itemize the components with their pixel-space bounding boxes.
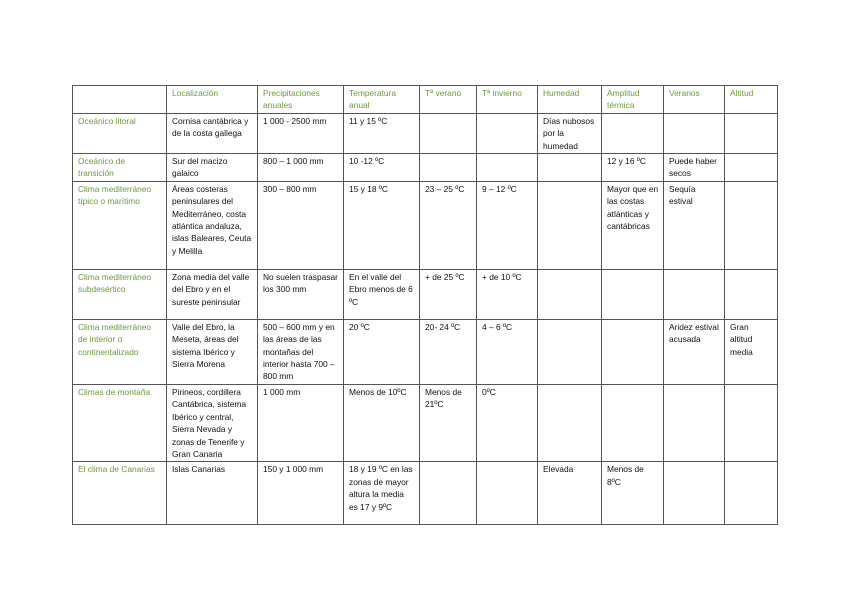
table-row xyxy=(73,269,778,319)
table-cell: 0ºC xyxy=(477,384,538,461)
table-cell xyxy=(602,113,664,153)
table-row xyxy=(73,319,778,384)
table-cell: + de 25 ºC xyxy=(420,269,477,319)
table-cell xyxy=(602,269,664,319)
table-cell xyxy=(725,462,778,525)
table-cell xyxy=(725,154,778,182)
table-cell: 1 000 mm xyxy=(258,384,344,461)
table-cell: 300 – 800 mm xyxy=(258,181,344,269)
table-cell xyxy=(477,462,538,525)
header-cell-temperatura: Temperatura anual xyxy=(344,86,420,114)
table-cell: Islas Canarias xyxy=(167,462,258,525)
table-cell xyxy=(538,154,602,182)
table-cell xyxy=(725,269,778,319)
table-row xyxy=(73,181,778,269)
header-cell-localizacion: Localización xyxy=(167,86,258,114)
table-cell xyxy=(538,384,602,461)
table-cell: Días nubosos por la humedad xyxy=(538,113,602,153)
table-cell: Sur del macizo galaico xyxy=(167,154,258,182)
header-cell-corner xyxy=(73,86,167,114)
table-cell: Sequía estival xyxy=(664,181,725,269)
table-row xyxy=(73,384,778,461)
row-label: Clima mediterráneo subdesértico xyxy=(73,269,167,319)
row-label: Oceánico litoral xyxy=(73,113,167,153)
table-cell: Valle del Ebro, la Meseta, áreas del sistema Ibérico y Sierra Morena xyxy=(167,319,258,384)
climate-table xyxy=(72,85,778,525)
table-cell: 150 y 1 000 mm xyxy=(258,462,344,525)
table-cell: Mayor que en las costas atlánticas y cantábricas xyxy=(602,181,664,269)
table-cell: Gran altitud media xyxy=(725,319,778,384)
table-cell: Cornisa cantábrica y de la costa gallega xyxy=(167,113,258,153)
table-cell xyxy=(477,113,538,153)
row-label: Climas de montaña xyxy=(73,384,167,461)
table-header-row xyxy=(73,86,778,114)
header-cell-humedad: Humedad xyxy=(538,86,602,114)
table-cell xyxy=(664,384,725,461)
table-cell: En el valle del Ebro menos de 6 ºC xyxy=(344,269,420,319)
header-cell-precipitaciones: Precipitaciones anuales xyxy=(258,86,344,114)
table-cell xyxy=(602,319,664,384)
table-cell xyxy=(725,384,778,461)
table-cell: 15 y 18 ºC xyxy=(344,181,420,269)
table-row xyxy=(73,154,778,182)
table-cell xyxy=(664,462,725,525)
table-cell: 4 – 6 ºC xyxy=(477,319,538,384)
table-cell xyxy=(602,384,664,461)
row-label: Oceánico de transición xyxy=(73,154,167,182)
table-cell: 11 y 15 ºC xyxy=(344,113,420,153)
table-cell xyxy=(420,154,477,182)
table-cell: Aridez estival acusada xyxy=(664,319,725,384)
table-cell xyxy=(538,181,602,269)
table-cell: Puede haber secos xyxy=(664,154,725,182)
header-cell-t-invierno: Tª invierno xyxy=(477,86,538,114)
table-cell: 500 – 600 mm y en las áreas de las montañas del interior hasta 700 – 800 mm xyxy=(258,319,344,384)
table-cell: 20 ºC xyxy=(344,319,420,384)
table-cell xyxy=(477,154,538,182)
table-cell: 800 – 1 000 mm xyxy=(258,154,344,182)
row-label: Clima mediterráneo de interior o continentalizado xyxy=(73,319,167,384)
header-cell-t-verano: Tª verano xyxy=(420,86,477,114)
table-cell: Zona media del valle del Ebro y en el sureste peninsular xyxy=(167,269,258,319)
table-cell: 9 – 12 ºC xyxy=(477,181,538,269)
table-row xyxy=(73,113,778,153)
row-label: Clima mediterráneo típico o marítimo xyxy=(73,181,167,269)
table-cell: Menos de 21ºC xyxy=(420,384,477,461)
table-cell: No suelen traspasar los 300 mm xyxy=(258,269,344,319)
table-cell: 12 y 16 ºC xyxy=(602,154,664,182)
header-cell-veranos: Veranos xyxy=(664,86,725,114)
table-cell: + de 10 ºC xyxy=(477,269,538,319)
row-label: El clima de Canarias xyxy=(73,462,167,525)
table-cell: 10 -12 ºC xyxy=(344,154,420,182)
table-cell xyxy=(725,113,778,153)
header-cell-amplitud: Amplitud térmica xyxy=(602,86,664,114)
table-cell xyxy=(725,181,778,269)
table-cell: Elevada xyxy=(538,462,602,525)
table-cell xyxy=(420,113,477,153)
header-cell-altitud: Altitud xyxy=(725,86,778,114)
table-cell xyxy=(538,269,602,319)
table-cell: 18 y 19 ºC en las zonas de mayor altura la media es 17 y 9ºC xyxy=(344,462,420,525)
table-cell xyxy=(538,319,602,384)
table-cell: 1 000 - 2500 mm xyxy=(258,113,344,153)
table-cell: Menos de 8ºC xyxy=(602,462,664,525)
table-cell: Áreas costeras peninsulares del Mediterráneo, costa atlántica andaluza, islas Baleares, Ceuta y Melilla xyxy=(167,181,258,269)
table-row xyxy=(73,462,778,525)
table-cell xyxy=(664,113,725,153)
table-cell xyxy=(420,462,477,525)
table-cell: 20- 24 ºC xyxy=(420,319,477,384)
table-cell xyxy=(664,269,725,319)
table-cell: 23 – 25 ºC xyxy=(420,181,477,269)
table-cell: Menos de 10ºC xyxy=(344,384,420,461)
table-cell: Pirineos, cordillera Cantábrica, sistema Ibérico y central, Sierra Nevada y zonas de Tenerife y Gran Canaria xyxy=(167,384,258,461)
